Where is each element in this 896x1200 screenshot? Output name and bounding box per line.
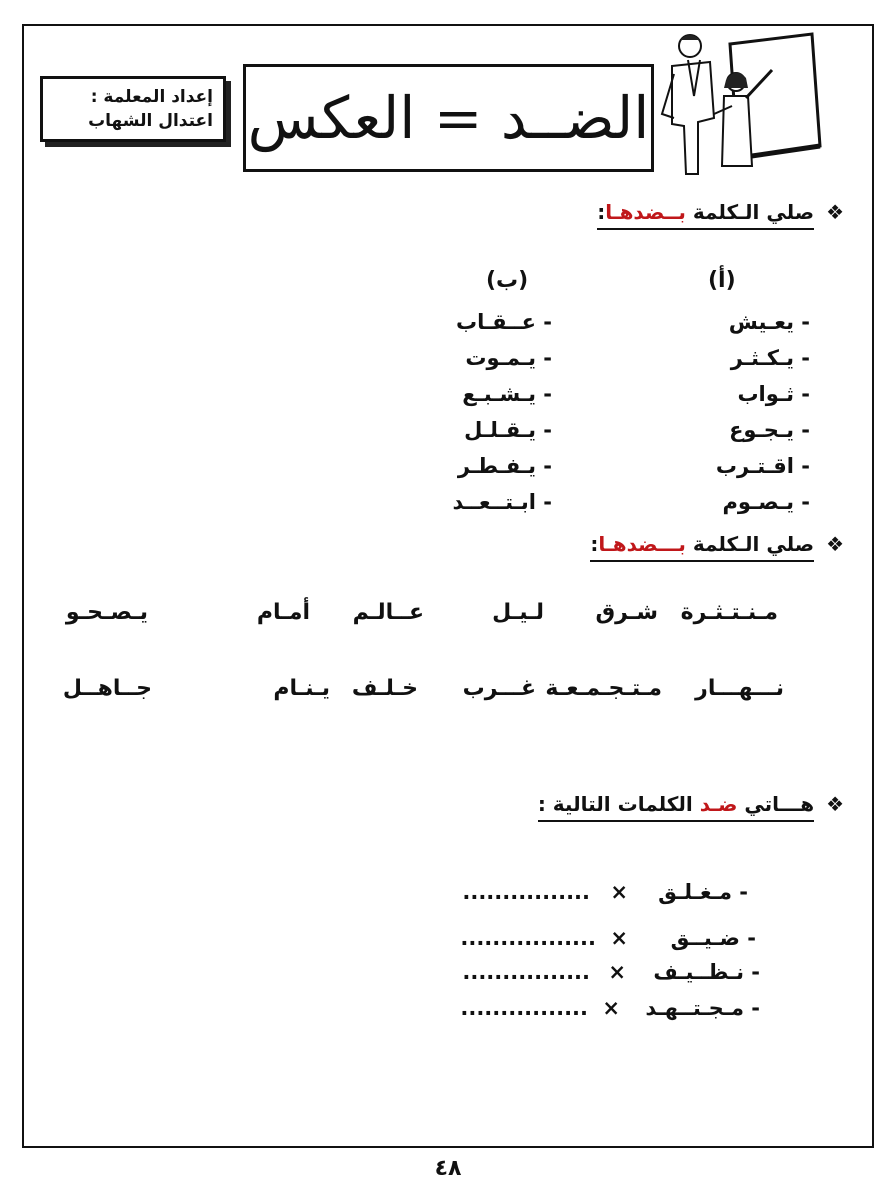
times-icon: × (610, 880, 628, 904)
word-bank-item: مـتـجـمـعـة (545, 676, 662, 701)
author-label: إعداد المعلمة : (90, 87, 213, 107)
answer-blank: ................. (460, 926, 596, 950)
section1-instruction (597, 198, 844, 230)
word-bank-item: خـلـف (351, 676, 418, 701)
instruction-highlight: بــضدهـا (605, 200, 686, 224)
instruction-text-end: الكلمات التالية : (537, 792, 700, 816)
instruction-text: هـــاتي (737, 792, 815, 816)
word-bank-item: عــالـم (352, 600, 424, 625)
answer-blank: ................ (462, 960, 590, 984)
bullet-icon: ❖ (826, 200, 844, 224)
times-icon: × (610, 926, 628, 950)
col-a-word: - ثـواب (737, 382, 810, 406)
col-b-word: - يـشـبـع (462, 382, 552, 406)
col-a-word: - يعـيش (728, 310, 810, 334)
word-bank-item: يـصـحـو (65, 600, 148, 625)
times-icon: × (602, 996, 620, 1020)
col-b-word: - يـقـلـل (464, 418, 552, 442)
col-b-word: - يـفـطـر (457, 454, 552, 478)
section3-instruction (538, 790, 844, 822)
opposite-word: - ضـيــق (670, 926, 756, 950)
bullet-icon: ❖ (826, 792, 844, 816)
opposite-word: - مـجـتــهـد (645, 996, 760, 1020)
col-a-word: - اقـتـرب (715, 454, 810, 478)
section2-instruction (590, 530, 844, 562)
instruction-colon: : (597, 200, 606, 224)
col-b-word: - يـمـوت (465, 346, 552, 370)
word-bank-item: أمـام (256, 600, 310, 625)
word-bank-item: يـنـام (273, 676, 330, 701)
instruction-highlight: ضـد (699, 792, 738, 816)
word-bank-item: لـيـل (492, 600, 544, 625)
instruction-colon: : (590, 532, 599, 556)
section2-instruction-text (590, 530, 814, 562)
col-b-word: - ابـتــعــد (452, 490, 552, 514)
column-b-label: (ب) (486, 268, 529, 293)
bullet-icon: ❖ (826, 532, 844, 556)
author-box (40, 76, 226, 142)
instruction-text: صلي الـكلمة (685, 200, 815, 224)
word-bank-item: غـــرب (462, 676, 536, 701)
teacher-student-illustration (652, 26, 822, 176)
col-b-word: - عــقـاب (455, 310, 552, 334)
section3-instruction-text (538, 790, 814, 822)
times-icon: × (608, 960, 626, 984)
answer-blank: ................ (462, 880, 590, 904)
page-title: الضــد = العكس (247, 84, 650, 152)
opposite-word: - مـغـلـق (658, 880, 748, 904)
page-title-box (243, 64, 654, 172)
instruction-highlight: بـــضدهـا (598, 532, 686, 556)
col-a-word: - يـجـوع (729, 418, 810, 442)
word-bank-item: نـــهـــار (695, 676, 784, 701)
opposite-word: - نـظــيـف (653, 960, 760, 984)
col-a-word: - يـكـثـر (730, 346, 810, 370)
instruction-text: صلي الـكلمة (685, 532, 815, 556)
column-a-label: (أ) (708, 268, 736, 293)
section1-instruction-text (597, 198, 814, 230)
page-number: ٤٨ (434, 1156, 462, 1181)
author-name: اعتدال الشهاب (88, 111, 213, 131)
col-a-word: - يـصـوم (722, 490, 810, 514)
answer-blank: ................ (460, 996, 588, 1020)
word-bank-item: مـنـتـثـرة (680, 600, 778, 625)
word-bank-item: شـرق (595, 600, 658, 625)
word-bank-item: جــاهــل (62, 676, 152, 701)
